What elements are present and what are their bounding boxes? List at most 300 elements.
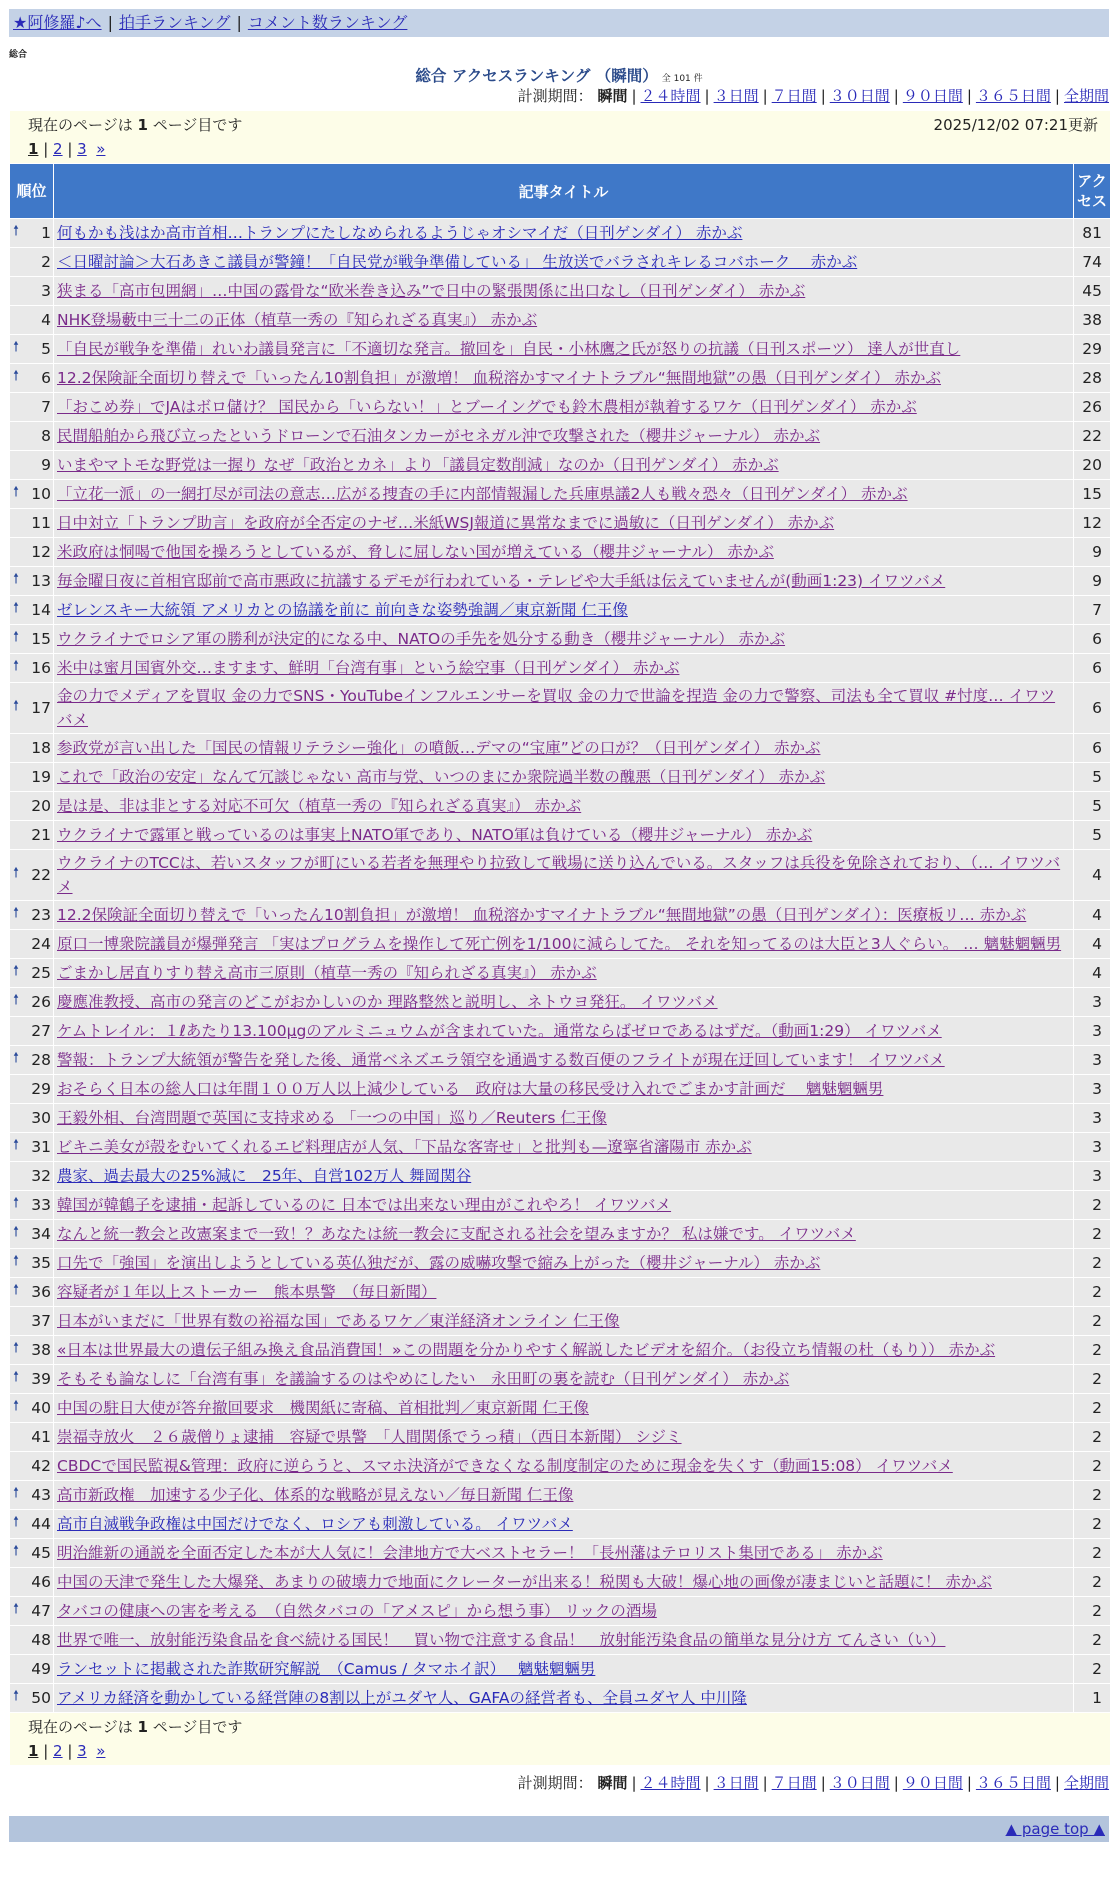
access-count: 38 [1074, 306, 1111, 335]
article-link[interactable]: 12.2保険証全面切り替えで「いったん10割負担」が激増！ 血税溶かすマイナトラブル“無間地獄”の愚（日刊ゲンダイ）：医療板リ… 赤かぶ [57, 906, 1027, 924]
title-cell [54, 480, 1074, 509]
table-row [10, 1365, 1111, 1394]
rank-cell [10, 1307, 54, 1336]
table-row [10, 219, 1111, 248]
rank-number: 35 [31, 1254, 51, 1272]
title-cell [54, 821, 1074, 850]
title-cell [54, 1655, 1074, 1684]
access-count: 6 [1074, 734, 1111, 763]
article-link[interactable]: 日中対立「トランプ助言」を政府が全否定のナゼ…米紙WSJ報道に異常なまでに過敏に（日刊ゲンダイ） 赤かぶ [57, 514, 835, 532]
article-link[interactable]: 高市自滅戦争政権は中国だけでなく、ロシアも刺激している。 イワツバメ [57, 1515, 573, 1533]
rank-cell [10, 1452, 54, 1481]
title-cell [54, 1220, 1074, 1249]
period-link[interactable]: ９０日間 [902, 1774, 963, 1792]
rank-cell [10, 763, 54, 792]
table-row [10, 1336, 1111, 1365]
article-link[interactable]: なんと統一教会と改憲案まで一致！？あなたは統一教会に支配される社会を望みますか？ 私は嫌です。 イワツバメ [57, 1225, 856, 1243]
table-row [10, 959, 1111, 988]
article-link[interactable]: 慶應准教授、高市の発言のどこがおかしいのか 理路整然と説明し、ネトウヨ発狂。 イワツバメ [57, 993, 718, 1011]
up-arrow-icon: 🠕 [13, 1687, 20, 1704]
title-cell [54, 1133, 1074, 1162]
page-status: 現在のページは 1 ページ目です [28, 116, 243, 134]
access-count: 2 [1074, 1191, 1111, 1220]
up-arrow-icon: 🠕 [13, 1049, 20, 1066]
rank-cell [10, 1510, 54, 1539]
rank-number: 45 [31, 1544, 51, 1562]
access-count: 12 [1074, 509, 1111, 538]
next-page-link[interactable]: » [96, 140, 106, 158]
rank-number: 10 [31, 485, 51, 503]
nav-comment-ranking-link[interactable]: コメント数ランキング [247, 13, 408, 32]
period-selector-bottom [9, 1771, 1109, 1795]
period-link[interactable]: 全期間 [1063, 1774, 1109, 1792]
table-row [10, 538, 1111, 567]
rank-number: 22 [31, 866, 51, 884]
period-link[interactable]: ２４時間 [640, 1774, 701, 1792]
rank-number: 2 [41, 253, 51, 271]
separator: | [893, 87, 899, 105]
title-cell [54, 306, 1074, 335]
rank-cell [10, 335, 54, 364]
table-row [10, 364, 1111, 393]
access-count: 9 [1074, 567, 1111, 596]
rank-number: 46 [31, 1573, 51, 1591]
rank-cell [10, 1191, 54, 1220]
table-row [10, 1394, 1111, 1423]
rank-cell [10, 306, 54, 335]
period-link[interactable]: ９０日間 [902, 87, 963, 105]
page-3-link[interactable]: 3 [77, 140, 87, 158]
article-link[interactable]: 韓国が韓鶴子を逮捕・起訴しているのに 日本では出来ない理由がこれやろ！ イワツバメ [57, 1196, 672, 1214]
separator: | [704, 1774, 710, 1792]
table-row [10, 422, 1111, 451]
separator: | [631, 1774, 637, 1792]
access-count: 2 [1074, 1597, 1111, 1626]
title-cell [54, 625, 1074, 654]
rank-cell [10, 1220, 54, 1249]
article-link[interactable]: 金の力でメディアを買収 金の力でSNS・YouTubeインフルエンサーを買収 金の力で世論を捏造 金の力で警察、司法も全て買収 #忖度… イワツバメ [57, 687, 1056, 729]
table-row [10, 683, 1111, 734]
article-link[interactable]: 農家、過去最大の25%減に 25年、自営102万人 舞岡関谷 [57, 1167, 472, 1185]
table-row [10, 792, 1111, 821]
access-count: 3 [1074, 988, 1111, 1017]
period-link[interactable]: ３０日間 [829, 1774, 890, 1792]
access-count: 28 [1074, 364, 1111, 393]
table-row [10, 1481, 1111, 1510]
top-nav [9, 9, 1109, 37]
rank-number: 6 [41, 369, 51, 387]
table-row [10, 1452, 1111, 1481]
period-link[interactable]: ２４時間 [640, 87, 701, 105]
up-arrow-icon: 🠕 [13, 657, 20, 674]
access-count: 4 [1074, 850, 1111, 901]
title-cell [54, 792, 1074, 821]
table-row [10, 1423, 1111, 1452]
title-cell [54, 219, 1074, 248]
rank-cell [10, 901, 54, 930]
period-link[interactable]: ３日間 [713, 87, 759, 105]
up-arrow-icon: 🠕 [13, 1281, 20, 1298]
up-arrow-icon: 🠕 [13, 697, 20, 714]
table-row [10, 763, 1111, 792]
article-link[interactable]: 容疑者が１年以上ストーカー 熊本県警 （毎日新聞） [57, 1283, 437, 1301]
access-count: 29 [1074, 335, 1111, 364]
separator: | [107, 13, 113, 32]
up-arrow-icon: 🠕 [13, 1542, 20, 1559]
table-row [10, 1278, 1111, 1307]
table-row [10, 335, 1111, 364]
page-status-bottom: 現在のページは 1 ページ目です [28, 1718, 243, 1736]
rank-cell [10, 1162, 54, 1191]
article-link[interactable]: アメリカ経済を動かしている経営陣の8割以上がユダヤ人、GAFAの経営者も、全員ユダヤ人 中川隆 [57, 1689, 747, 1707]
article-link[interactable]: ＜日曜討論＞大石あきこ議員が警鐘！「自民党が戦争準備している」 生放送でバラされキレるコバホーク 赤かぶ [57, 253, 858, 271]
article-link[interactable]: 原口一博衆院議員が爆弾発言 「実はプログラムを操作して死亡例を1/100に減らしてた。 それを知ってるのは大臣と3人ぐらい。 … 魑魅魍魎男 [57, 935, 1062, 953]
access-count: 2 [1074, 1510, 1111, 1539]
article-link[interactable]: 米政府は恫喝で他国を操ろうとしているが、脅しに屈しない国が増えている（櫻井ジャーナル） 赤かぶ [57, 543, 774, 561]
access-count: 4 [1074, 930, 1111, 959]
up-arrow-icon: 🠕 [13, 1600, 20, 1617]
title-cell [54, 1684, 1074, 1713]
page-2-link[interactable]: 2 [53, 1742, 63, 1760]
title-cell [54, 1568, 1074, 1597]
separator: | [704, 87, 710, 105]
rank-number: 23 [31, 906, 51, 924]
rank-cell [10, 1017, 54, 1046]
table-row [10, 451, 1111, 480]
access-count: 4 [1074, 959, 1111, 988]
rank-cell [10, 850, 54, 901]
rank-cell [10, 1278, 54, 1307]
rank-number: 8 [41, 427, 51, 445]
title-cell [54, 901, 1074, 930]
article-link[interactable]: 王毅外相、台湾問題で英国に支持求める 「一つの中国」巡り／Reuters 仁王像 [57, 1109, 607, 1127]
rank-cell [10, 654, 54, 683]
article-link[interactable]: タバコの健康への害を考える （自然タバコの「アメスピ」から想う事） リックの酒場 [57, 1602, 657, 1620]
up-arrow-icon: 🠕 [13, 1252, 20, 1269]
updated-date: 2025/12/02 07:21更新 [933, 116, 1098, 134]
up-arrow-icon: 🠕 [13, 1223, 20, 1240]
rank-cell [10, 1655, 54, 1684]
article-link[interactable]: 高市新政権 加速する少子化、体系的な戦略が見えない／毎日新聞 仁王像 [57, 1486, 574, 1504]
table-row [10, 1133, 1111, 1162]
access-count: 3 [1074, 1133, 1111, 1162]
table-row [10, 1162, 1111, 1191]
rank-number: 39 [31, 1370, 51, 1388]
rank-number: 12 [31, 543, 51, 561]
rank-number: 42 [31, 1457, 51, 1475]
article-link[interactable]: そもそも論なしに「台湾有事」を議論するのはやめにしたい 永田町の裏を読む（日刊ゲンダイ） 赤かぶ [57, 1370, 790, 1388]
period-current: 瞬間 [597, 87, 628, 105]
article-link[interactable]: 世界で唯一、放射能汚染食品を食べ続ける国民！ 買い物で注意する食品！ 放射能汚染食品の簡単な見分け方 てんさい（い） [57, 1631, 946, 1649]
page-1-link[interactable]: 1 [28, 1742, 39, 1760]
table-row [10, 625, 1111, 654]
article-link[interactable]: NHK登場藪中三十二の正体（植草一秀の『知られざる真実』） 赤かぶ [57, 311, 538, 329]
rank-cell [10, 509, 54, 538]
separator: | [966, 87, 972, 105]
table-row [10, 1539, 1111, 1568]
article-link[interactable]: ウクライナでロシア軍の勝利が決定的になる中、NATOの手先を処分する動き（櫻井ジャーナル） 赤かぶ [57, 630, 786, 648]
article-link[interactable]: 12.2保険証全面切り替えで「いったん10割負担」が激増！ 血税溶かすマイナトラブル“無間地獄”の愚（日刊ゲンダイ） 赤かぶ [57, 369, 941, 387]
access-count: 2 [1074, 1278, 1111, 1307]
title-cell [54, 654, 1074, 683]
title-cell [54, 1162, 1074, 1191]
up-arrow-icon: 🠕 [13, 991, 20, 1008]
pager-bottom: 1 | 2 | 3 » [28, 1742, 106, 1760]
separator: | [631, 87, 637, 105]
title-cell [54, 364, 1074, 393]
rank-cell [10, 1481, 54, 1510]
info-bar-bottom [10, 1713, 1111, 1766]
table-row [10, 1191, 1111, 1220]
rank-cell [10, 625, 54, 654]
article-link[interactable]: 毎金曜日夜に首相官邸前で高市悪政に抗議するデモが行われている・テレビや大手紙は伝えていませんが(動画1:23) イワツバメ [57, 572, 946, 590]
article-link[interactable]: 「立花一派」の一網打尽が司法の意志…広がる捜査の手に内部情報漏した兵庫県議2人も戦々恐々（日刊ゲンダイ） 赤かぶ [57, 485, 908, 503]
table-row [10, 1568, 1111, 1597]
article-link[interactable]: 「自民が戦争を準備」れいわ議員発言に「不適切な発言。撤回を」自民・小林鷹之氏が怒りの抗議（日刊スポーツ） 達人が世直し [57, 340, 961, 358]
rank-number: 34 [31, 1225, 51, 1243]
article-link[interactable]: 狭まる「高市包囲網」…中国の露骨な“欧米巻き込み”で日中の緊張関係に出口なし（日刊ゲンダイ） 赤かぶ [57, 282, 806, 300]
period-link[interactable]: ７日間 [771, 1774, 817, 1792]
article-link[interactable]: 何もかも浅はか高市首相…トランプにたしなめられるようじゃオシマイだ（日刊ゲンダイ） 赤かぶ [57, 224, 743, 242]
article-link[interactable]: ビキニ美女が殻をむいてくれるエビ料理店が人気、「下品な客寄せ」と批判も—遼寧省瀋陽市 赤かぶ [57, 1138, 752, 1156]
title-cell [54, 1046, 1074, 1075]
access-count: 2 [1074, 1655, 1111, 1684]
title-cell [54, 1510, 1074, 1539]
article-link[interactable]: 是は是、非は非とする対応不可欠（植草一秀の『知られざる真実』） 赤かぶ [57, 797, 582, 815]
article-link[interactable]: これで「政治の安定」なんて冗談じゃない 高市与党、いつのまにか衆院過半数の醜悪（日刊ゲンダイ） 赤かぶ [57, 768, 826, 786]
access-count: 26 [1074, 393, 1111, 422]
rank-number: 27 [31, 1022, 51, 1040]
article-link[interactable]: CBDCで国民監視&管理：政府に逆らうと、スマホ決済ができなくなる制度制定のために現金を失くす（動画15:08） イワツバメ [57, 1457, 953, 1475]
table-row [10, 734, 1111, 763]
rank-cell [10, 248, 54, 277]
access-count: 2 [1074, 1568, 1111, 1597]
access-count: 2 [1074, 1539, 1111, 1568]
nav-clap-ranking-link[interactable]: 拍手ランキング [118, 13, 231, 32]
rank-cell [10, 959, 54, 988]
title-cell [54, 959, 1074, 988]
rank-number: 50 [31, 1689, 51, 1707]
article-link[interactable]: 口先で「強国」を演出しようとしている英仏独だが、露の威嚇攻撃で縮み上がった（櫻井ジャーナル） 赤かぶ [57, 1254, 821, 1272]
rank-cell [10, 1336, 54, 1365]
article-link[interactable]: 日本がいまだに「世界有数の裕福な国」であるワケ／東洋経済オンライン 仁王像 [57, 1312, 620, 1330]
article-link[interactable]: 「おこめ券」でJAはボロ儲け？ 国民から「いらない！」とブーイングでも鈴木農相が執着するワケ（日刊ゲンダイ） 赤かぶ [57, 398, 917, 416]
header-line: アク [1077, 172, 1107, 190]
separator: | [820, 1774, 826, 1792]
up-arrow-icon: 🠕 [13, 904, 20, 921]
rank-number: 21 [31, 826, 51, 844]
rank-cell [10, 1365, 54, 1394]
up-arrow-icon: 🠕 [13, 1339, 20, 1356]
rank-number: 38 [31, 1341, 51, 1359]
article-link[interactable]: ごまかし居直りすり替え高市三原則（植草一秀の『知られざる真実』） 赤かぶ [57, 964, 597, 982]
title-cell [54, 1597, 1074, 1626]
access-count: 15 [1074, 480, 1111, 509]
rank-cell [10, 219, 54, 248]
article-link[interactable]: ウクライナのTCCは、若いスタッフが町にいる若者を無理やり拉致して戦場に送り込んでいる。スタッフは兵役を免除されており、（… イワツバメ [57, 854, 1061, 896]
ranking-table [9, 110, 1111, 1766]
table-row [10, 850, 1111, 901]
rank-cell [10, 1684, 54, 1713]
rank-number: 1 [41, 224, 51, 242]
table-row [10, 901, 1111, 930]
access-count: 22 [1074, 422, 1111, 451]
article-link[interactable]: «日本は世界最大の遺伝子組み換え食品消費国！»この問題を分かりやすく解説したビデオを紹介。（お役立ち情報の杜（もり）） 赤かぶ [57, 1341, 996, 1359]
rank-number: 26 [31, 993, 51, 1011]
article-link[interactable]: 明治維新の通説を全面否定した本が大人気に！会津地方で大ベストセラー！「長州藩はテロリスト集団である」 赤かぶ [57, 1544, 883, 1562]
rank-number: 15 [31, 630, 51, 648]
access-count: 2 [1074, 1452, 1111, 1481]
separator: | [966, 1774, 972, 1792]
table-row [10, 1626, 1111, 1655]
title-cell [54, 248, 1074, 277]
item-count: 全 101 件 [661, 74, 703, 84]
rank-cell [10, 988, 54, 1017]
period-link[interactable]: ３６５日間 [975, 87, 1051, 105]
table-row [10, 306, 1111, 335]
access-count: 7 [1074, 596, 1111, 625]
rank-number: 47 [31, 1602, 51, 1620]
rank-cell [10, 734, 54, 763]
access-count: 6 [1074, 683, 1111, 734]
access-count: 3 [1074, 1104, 1111, 1133]
access-count: 1 [1074, 1684, 1111, 1713]
rank-number: 28 [31, 1051, 51, 1069]
rank-number: 43 [31, 1486, 51, 1504]
table-row [10, 596, 1111, 625]
up-arrow-icon: 🠕 [13, 962, 20, 979]
title-cell [54, 335, 1074, 364]
access-count: 2 [1074, 1423, 1111, 1452]
article-link[interactable]: 中国の天津で発生した大爆発、あまりの破壊力で地面にクレーターが出来る！税関も大破！爆心地の画像が凄まじいと話題に！ 赤かぶ [57, 1573, 992, 1591]
access-count: 5 [1074, 792, 1111, 821]
title-cell [54, 1365, 1074, 1394]
access-count: 2 [1074, 1481, 1111, 1510]
period-link[interactable]: 全期間 [1063, 87, 1109, 105]
separator: | [762, 87, 768, 105]
access-count: 2 [1074, 1365, 1111, 1394]
title-cell [54, 1423, 1074, 1452]
article-link[interactable]: ランセットに掲載された詐欺研究解説 （Camus / タマホイ訳） 魑魅魍魎男 [57, 1660, 596, 1678]
access-count: 81 [1074, 219, 1111, 248]
page-top-link[interactable]: ▲ page top ▲ [1005, 1820, 1105, 1838]
article-link[interactable]: 中国の駐日大使が答弁撤回要求 機関紙に寄稿、首相批判／東京新聞 仁王像 [57, 1399, 589, 1417]
article-link[interactable]: おそらく日本の総人口は年間１００万人以上減少している 政府は大量の移民受け入れでごまかす計画だ 魑魅魍魎男 [57, 1080, 884, 1098]
section-label: 総合 [9, 50, 28, 60]
rank-cell [10, 1626, 54, 1655]
article-link[interactable]: 崇福寺放火 ２６歳僧りょ逮捕 容疑で県警 「人間関係でうっ積」（西日本新聞） シジミ [57, 1428, 682, 1446]
table-row [10, 277, 1111, 306]
title-cell [54, 1539, 1074, 1568]
rank-cell [10, 422, 54, 451]
access-count: 6 [1074, 625, 1111, 654]
article-link[interactable]: いまやマトモな野党は一握り なぜ「政治とカネ」より「議員定数削減」なのか（日刊ゲンダイ） 赤かぶ [57, 456, 779, 474]
access-count: 5 [1074, 821, 1111, 850]
rank-cell [10, 596, 54, 625]
title-cell [54, 1278, 1074, 1307]
table-row [10, 1075, 1111, 1104]
rank-number: 5 [41, 340, 51, 358]
page-2-link[interactable]: 2 [53, 140, 63, 158]
access-count: 4 [1074, 901, 1111, 930]
period-link[interactable]: ３日間 [713, 1774, 759, 1792]
rank-number: 33 [31, 1196, 51, 1214]
ranking-rows [10, 219, 1111, 1713]
rank-number: 40 [31, 1399, 51, 1417]
article-link[interactable]: ケムトレイル：１ℓあたり13.100μgのアルミニュウムが含まれていた。通常ならばゼロであるはずだ。（動画1:29） イワツバメ [57, 1022, 942, 1040]
period-link[interactable]: ３０日間 [829, 87, 890, 105]
table-row [10, 393, 1111, 422]
up-arrow-icon: 🠕 [13, 1513, 20, 1530]
access-count: 20 [1074, 451, 1111, 480]
up-arrow-icon: 🠕 [13, 1484, 20, 1501]
rank-number: 19 [31, 768, 51, 786]
access-count: 3 [1074, 1017, 1111, 1046]
period-link[interactable]: ７日間 [771, 87, 817, 105]
rank-number: 32 [31, 1167, 51, 1185]
article-link[interactable]: 警報：トランプ大統領が警告を発した後、通常ベネズエラ領空を通過する数百便のフライトが現在迂回しています！ イワツバメ [57, 1051, 945, 1069]
access-count: 45 [1074, 277, 1111, 306]
table-row [10, 1017, 1111, 1046]
page-1-link[interactable]: 1 [28, 140, 39, 158]
article-link[interactable]: 民間船舶から飛び立ったというドローンで石油タンカーがセネガル沖で攻撃された（櫻井ジャーナル） 赤かぶ [57, 427, 821, 445]
access-count: 2 [1074, 1336, 1111, 1365]
access-count: 2 [1074, 1220, 1111, 1249]
access-count: 2 [1074, 1307, 1111, 1336]
rank-cell [10, 1249, 54, 1278]
article-link[interactable]: ゼレンスキー大統領 アメリカとの協議を前に 前向きな姿勢強調／東京新聞 仁王像 [57, 601, 628, 619]
article-link[interactable]: 米中は蜜月国賓外交…ますます、鮮明「台湾有事」という絵空事（日刊ゲンダイ） 赤かぶ [57, 659, 680, 677]
page-3-link[interactable]: 3 [77, 1742, 87, 1760]
rank-cell [10, 1597, 54, 1626]
separator: | [236, 13, 242, 32]
next-page-link[interactable]: » [96, 1742, 106, 1760]
title-cell [54, 1249, 1074, 1278]
article-link[interactable]: ウクライナで露軍と戦っているのは事実上NATO軍であり、NATO軍は負けている（櫻井ジャーナル） 赤かぶ [57, 826, 813, 844]
period-selector-top [9, 84, 1109, 108]
table-row [10, 930, 1111, 959]
rank-number: 41 [31, 1428, 51, 1446]
access-count: 74 [1074, 248, 1111, 277]
separator: | [1054, 87, 1060, 105]
info-bar-top [10, 111, 1111, 164]
title-cell [54, 850, 1074, 901]
title-cell [54, 1017, 1074, 1046]
nav-home-link[interactable]: ★阿修羅♪へ [13, 13, 102, 32]
table-row [10, 988, 1111, 1017]
article-link[interactable]: 参政党が言い出した「国民の情報リテラシー強化」の噴飯…デマの“宝庫”どの口が？（日刊ゲンダイ） 赤かぶ [57, 739, 821, 757]
title-cell [54, 1626, 1074, 1655]
title-cell [54, 1104, 1074, 1133]
rank-number: 31 [31, 1138, 51, 1156]
up-arrow-icon: 🠕 [13, 864, 20, 881]
rank-cell [10, 277, 54, 306]
rank-number: 29 [31, 1080, 51, 1098]
table-row [10, 1220, 1111, 1249]
table-row [10, 821, 1111, 850]
rank-cell [10, 1568, 54, 1597]
separator: | [820, 87, 826, 105]
title-cell [54, 1452, 1074, 1481]
up-arrow-icon: 🠕 [13, 628, 20, 645]
rank-number: 30 [31, 1109, 51, 1127]
rank-number: 16 [31, 659, 51, 677]
table-row [10, 1104, 1111, 1133]
period-label: 計測期間： [517, 1774, 593, 1792]
title-cell [54, 451, 1074, 480]
period-link[interactable]: ３６５日間 [975, 1774, 1051, 1792]
rank-number: 36 [31, 1283, 51, 1301]
